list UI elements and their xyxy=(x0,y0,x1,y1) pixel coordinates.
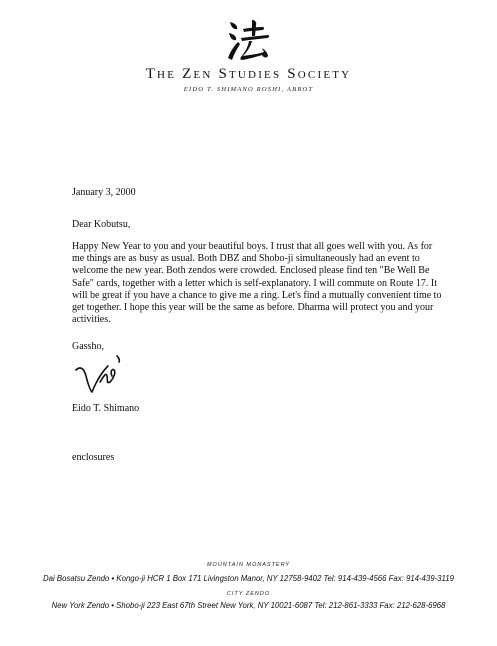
enclosures-note: enclosures xyxy=(72,452,115,463)
organization-subtitle: EIDO T. SHIMANO ROSHI, ABBOT xyxy=(183,86,314,93)
city-zendo-address: New York Zendo • Shobo-ji 223 East 67th Street New York, NY 10021-6087 Tel: 212-861-3333 Fax: 212-628-6968 xyxy=(51,601,446,610)
organization-name: The Zen Studies Society xyxy=(145,66,352,82)
handwritten-signature-icon xyxy=(70,352,140,397)
letter-date: January 3, 2000 xyxy=(72,187,136,198)
mountain-monastery-address: Dai Bosatsu Zendo • Kongo-ji HCR 1 Box 171 Livingston Manor, NY 12758-9402 Tel: 914-439-4566 Fax: 914-439-3119 xyxy=(43,574,454,583)
salutation: Dear Kobutsu, xyxy=(72,219,131,230)
closing: Gassho, xyxy=(72,341,104,352)
dharma-calligraphy-logo-icon xyxy=(226,18,272,62)
signer-name: Eido T. Shimano xyxy=(72,403,140,414)
letter-body: Happy New Year to you and your beautiful boys. I trust that all goes well with you. As for me things are as busy as usual. Both DBZ and Shobo-ji simultaneously had an event to welcome the new year. Both zendos were crowded. Enclosed please find ten "Be Well Be Safe" cards, together with a letter which is self-explanatory. I will commute on Route 17. It will be great if you have a chance to give me a ring. Let's find a mutually convenient time to get together. I hope this year will be the same as before. Dharma will protect you and your activities. xyxy=(72,241,442,326)
mountain-monastery-heading: MOUNTAIN MONASTERY xyxy=(206,562,291,568)
city-zendo-heading: CITY ZENDO xyxy=(226,591,271,597)
